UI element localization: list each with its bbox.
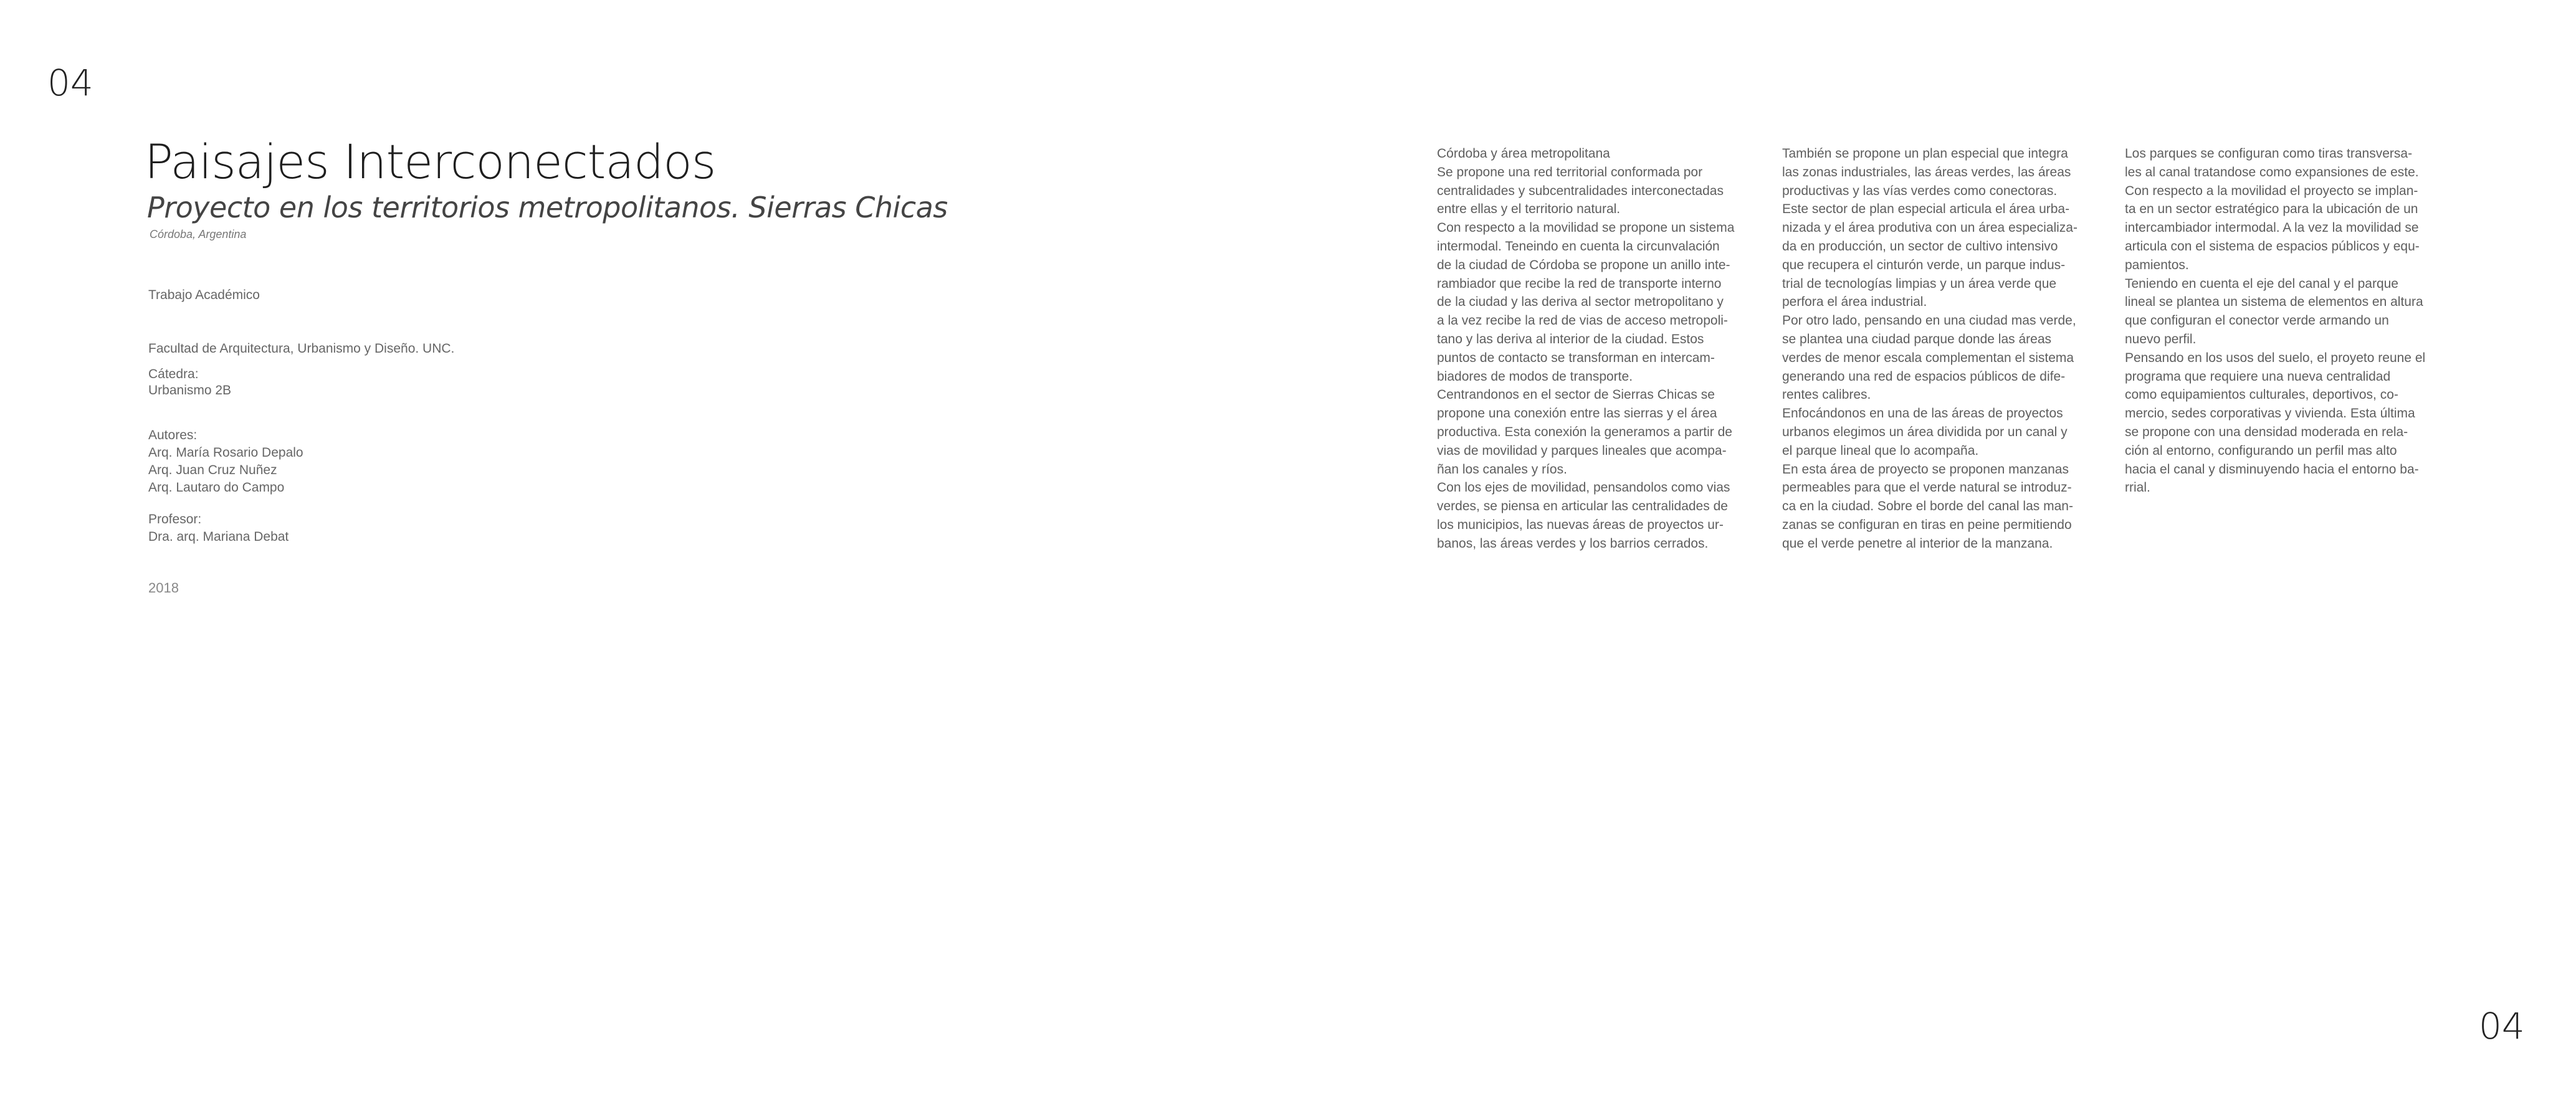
text-line: puntos de contacto se transforman en intercam- <box>1437 350 1715 365</box>
text-line: intercambiador intermodal. A la vez la movilidad se <box>2125 221 2419 236</box>
text-line: les al canal tratandose como expansiones de este. <box>2125 164 2419 179</box>
professor-name: Dra. arq. Mariana Debat <box>148 530 289 544</box>
work-type: Trabajo Académico <box>148 288 260 302</box>
text-line: productivas y las vías verdes como conectoras. <box>1782 183 2058 198</box>
text-line: generando una red de espacios públicos de dife- <box>1782 369 2066 384</box>
text-line: las zonas industriales, las áreas verdes, las áreas <box>1782 164 2071 179</box>
text-line: perfora el área industrial. <box>1782 295 1927 310</box>
text-line: zanas se configuran en tiras en peine permitiendo <box>1782 517 2072 532</box>
text-line: verdes de menor escala complementan el sistema <box>1782 350 2074 365</box>
text-line: Con respecto a la movilidad se propone un sistema <box>1437 221 1735 236</box>
text-line: biadores de modos de transporte. <box>1437 369 1633 384</box>
text-line: pamientos. <box>2125 257 2189 272</box>
page-title: Paisajes Interconectados <box>145 134 716 189</box>
author-name: Arq. Juan Cruz Nuñez <box>148 463 277 477</box>
page-number-right: 04 <box>2479 1005 2525 1047</box>
text-line: Con respecto a la movilidad el proyecto se implan- <box>2125 183 2418 198</box>
text-line: los municipios, las nuevas áreas de proyectos ur- <box>1437 517 1724 532</box>
professor-block <box>148 511 289 546</box>
text-line: Este sector de plan especial articula el área urba- <box>1782 202 2070 217</box>
text-line: intermodal. Teneindo en cuenta la circunvalación <box>1437 239 1720 254</box>
author-name: Arq. Lautaro do Campo <box>148 480 285 495</box>
text-line: de la ciudad de Córdoba se propone un anillo inte- <box>1437 257 1730 272</box>
author-name: Arq. María Rosario Depalo <box>148 445 303 460</box>
text-line: Centrandonos en el sector de Sierras Chicas se <box>1437 388 1715 402</box>
text-line: el parque lineal que lo acompaña. <box>1782 443 1979 458</box>
text-line: programa que requiere una nueva centralidad <box>2125 369 2391 384</box>
text-line: articula con el sistema de espacios públicos y equ- <box>2125 239 2420 254</box>
text-line: hacia el canal y disminuyendo hacia el entorno ba- <box>2125 462 2419 477</box>
text-line: ta en un sector estratégico para la ubicación de un <box>2125 202 2418 217</box>
text-line: de la ciudad y las deriva al sector metropolitano y <box>1437 295 1724 310</box>
text-line: mercio, sedes corporativas y vivienda. Esta última <box>2125 406 2415 421</box>
text-line: que configuran el conector verde armando un <box>2125 313 2389 328</box>
text-line: tano y las deriva al interior de la ciudad. Estos <box>1437 331 1704 346</box>
text-column-1 <box>1437 145 1746 553</box>
text-column-2 <box>1782 145 2091 553</box>
authors-block <box>148 427 303 497</box>
text-line: Pensando en los usos del suelo, el proyeto reune el <box>2125 350 2426 365</box>
text-line: permeables para que el verde natural se introduz- <box>1782 480 2072 495</box>
text-line: nuevo perfil. <box>2125 331 2197 346</box>
text-line: propone una conexión entre las sierras y el área <box>1437 406 1717 421</box>
text-line: Por otro lado, pensando en una ciudad mas verde, <box>1782 313 2076 328</box>
text-line: banos, las áreas verdes y los barrios cerrados. <box>1437 536 1709 551</box>
year: 2018 <box>148 580 179 596</box>
text-line: ción al entorno, configurando un perfil mas alto <box>2125 443 2397 458</box>
location-caption: Córdoba, Argentina <box>150 228 247 240</box>
text-line: También se propone un plan especial que integra <box>1782 146 2068 161</box>
catedra-value: Urbanismo 2B <box>148 383 232 397</box>
text-line: Córdoba y área metropolitana <box>1437 146 1610 161</box>
text-line: Enfocándonos en una de las áreas de proyectos <box>1782 406 2063 421</box>
text-line: urbanos elegimos un área dividida por un canal y <box>1782 424 2068 439</box>
text-line: rrial. <box>2125 480 2150 495</box>
page-subtitle: Proyecto en los territorios metropolitanos. Sierras Chicas <box>147 191 948 224</box>
text-line: a la vez recibe la red de vias de acceso metropoli- <box>1437 313 1728 328</box>
text-line: rambiador que recibe la red de transporte interno <box>1437 276 1722 291</box>
text-line: se propone con una densidad moderada en rela- <box>2125 424 2408 439</box>
text-line: entre ellas y el territorio natural. <box>1437 202 1621 217</box>
text-line: ca en la ciudad. Sobre el borde del canal las man- <box>1782 499 2073 514</box>
text-line: rentes calibres. <box>1782 388 1871 402</box>
text-column-3 <box>2125 145 2434 497</box>
text-line: Se propone una red territorial conformada por <box>1437 164 1703 179</box>
text-line: En esta área de proyecto se proponen manzanas <box>1782 462 2069 477</box>
text-line: da en producción, un sector de cultivo intensivo <box>1782 239 2058 254</box>
text-line: centralidades y subcentralidades interconectadas <box>1437 183 1724 198</box>
page-number-left: 04 <box>47 62 93 104</box>
text-line: Teniendo en cuenta el eje del canal y el parque <box>2125 276 2398 291</box>
text-line: que recupera el cinturón verde, un parque indus- <box>1782 257 2066 272</box>
catedra-label: Cátedra: <box>148 367 199 381</box>
text-line: vias de movilidad y parques lineales que acompa- <box>1437 443 1727 458</box>
text-line: productiva. Esta conexión la generamos a partir de <box>1437 424 1732 439</box>
faculty-name: Facultad de Arquitectura, Urbanismo y Diseño. UNC. <box>148 341 455 356</box>
text-line: que el verde penetre al interior de la manzana. <box>1782 536 2053 551</box>
authors-label: Autores: <box>148 428 198 442</box>
text-line: nizada y el área produtiva con un área especializa- <box>1782 221 2077 236</box>
text-line: lineal se plantea un sistema de elementos en altura <box>2125 295 2423 310</box>
professor-label: Profesor: <box>148 512 202 526</box>
text-line: se plantea una ciudad parque donde las áreas <box>1782 331 2051 346</box>
text-line: trial de tecnologías limpias y un área verde que <box>1782 276 2057 291</box>
text-line: Los parques se configuran como tiras transversa- <box>2125 146 2413 161</box>
text-line: como equipamientos culturales, deportivos, co- <box>2125 388 2398 402</box>
text-line: ñan los canales y ríos. <box>1437 462 1567 477</box>
text-line: Con los ejes de movilidad, pensandolos como vias <box>1437 480 1730 495</box>
text-line: verdes, se piensa en articular las centralidades de <box>1437 499 1728 514</box>
catedra-block <box>148 366 231 399</box>
